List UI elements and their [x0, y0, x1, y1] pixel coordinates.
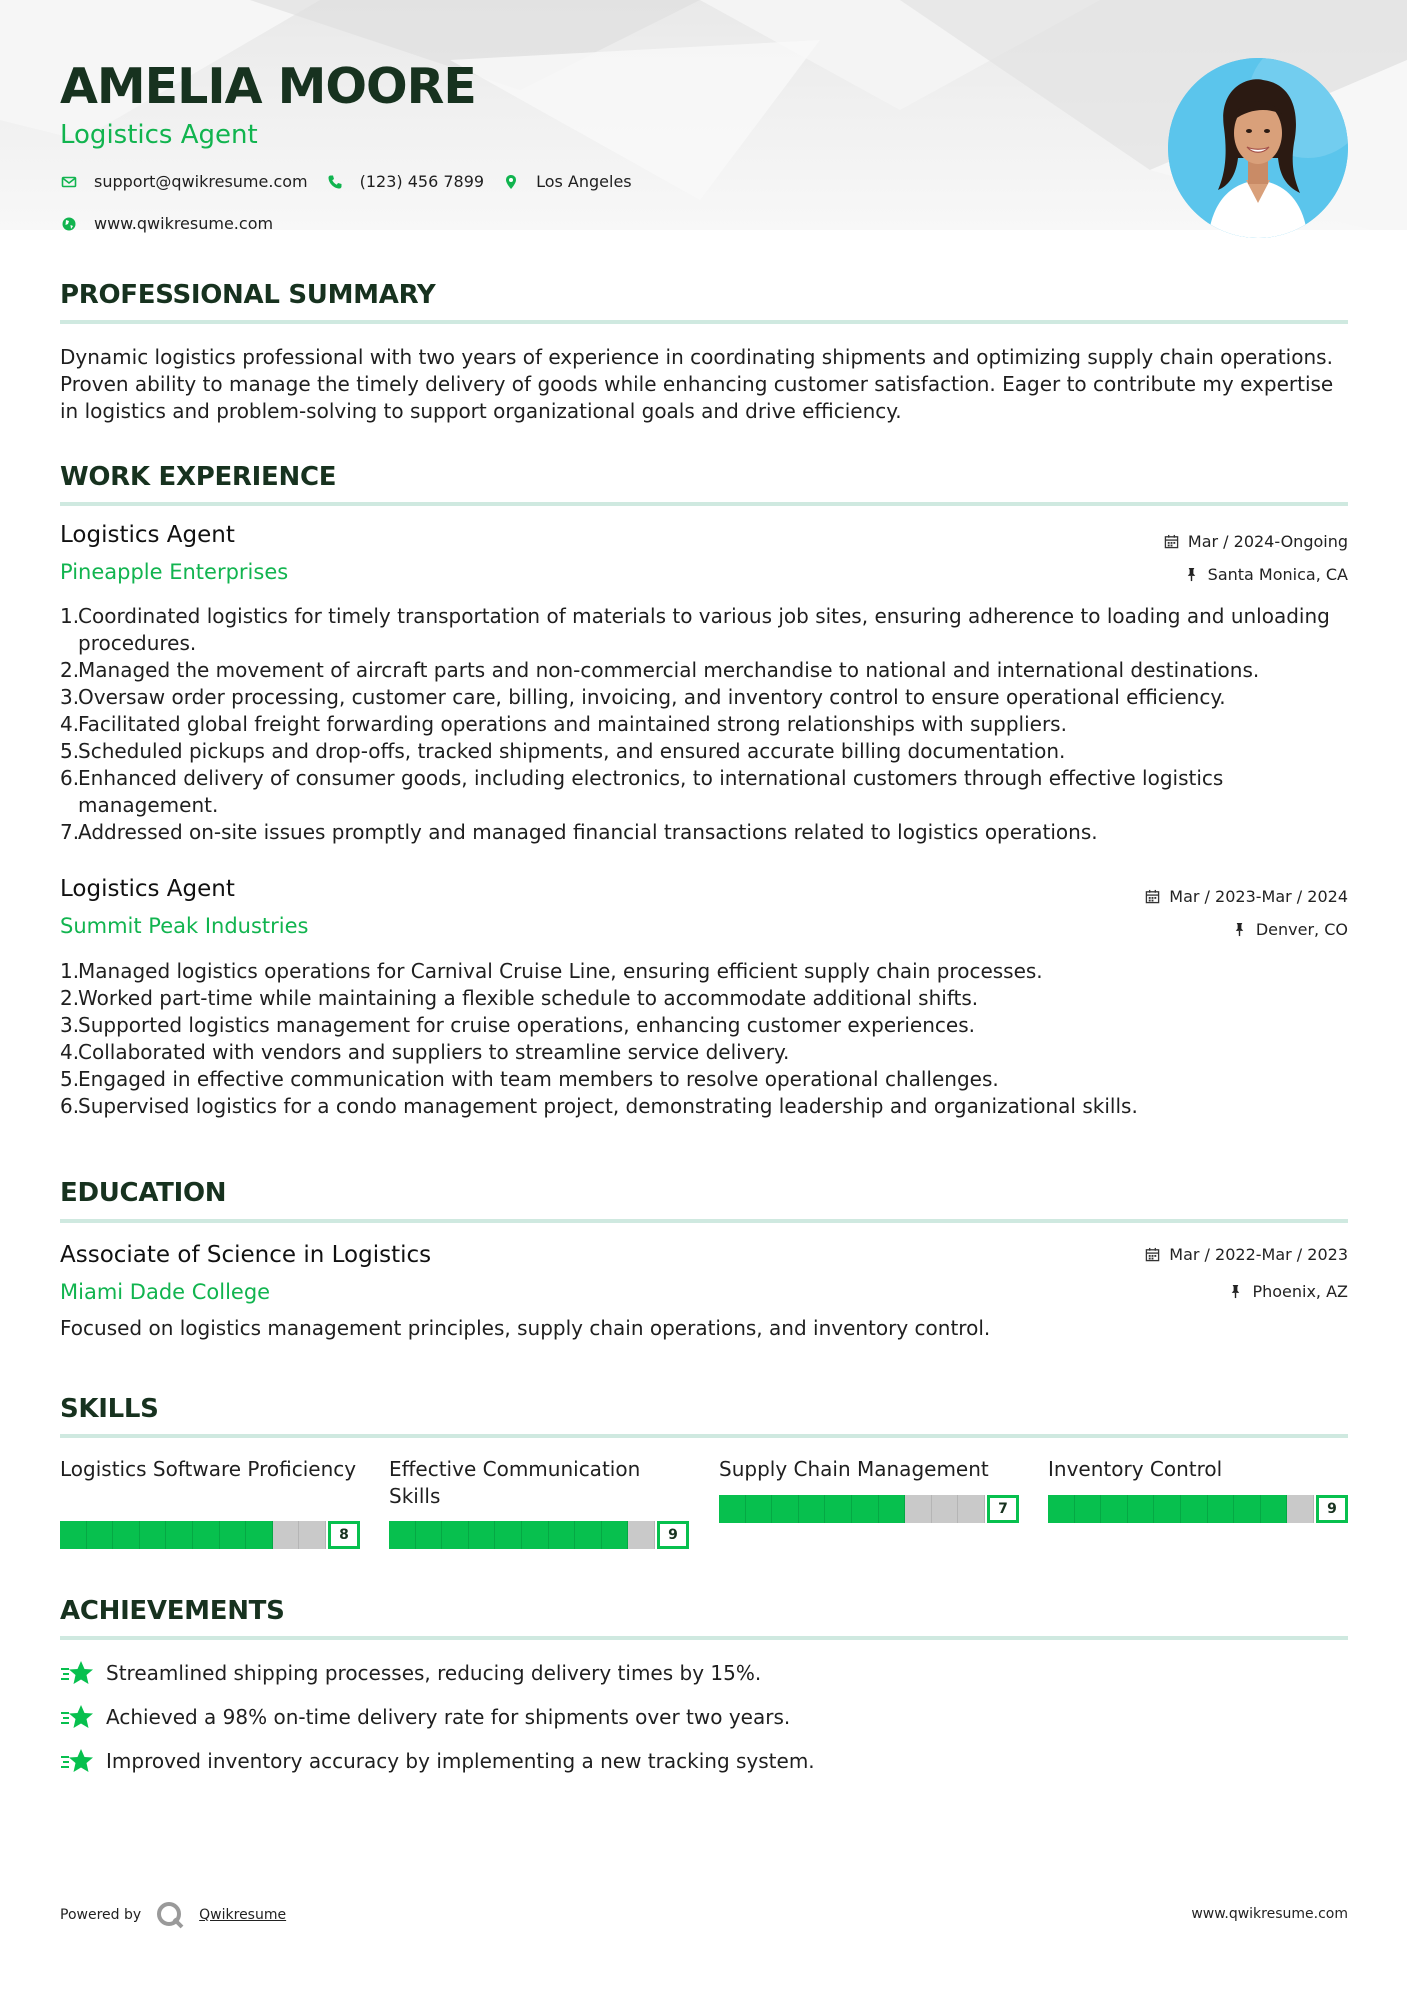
- pushpin-icon: [1184, 567, 1200, 583]
- profile-photo: [1168, 58, 1348, 238]
- skill-name: Effective Communication Skills: [389, 1457, 641, 1508]
- achievement-text: Improved inventory accuracy by implementing a new tracking system.: [106, 1749, 815, 1773]
- skill-segment-filled: [220, 1521, 247, 1549]
- skill-segment-filled: [389, 1521, 416, 1549]
- education-description: Focused on logistics management principles, supply chain operations, and inventory control.: [60, 1316, 991, 1340]
- skill-level-bar: [719, 1495, 1019, 1523]
- experience-divider: [60, 502, 1348, 506]
- skill-segment-filled: [1181, 1495, 1208, 1523]
- skill-segment-empty: [1287, 1495, 1314, 1523]
- envelope-icon: [60, 173, 78, 191]
- job-2-title: Logistics Agent: [60, 876, 235, 902]
- education-dates: [1145, 1245, 1348, 1264]
- skill-level-value: 9: [1316, 1495, 1348, 1523]
- skill-segment-filled: [549, 1521, 576, 1549]
- education-dates-text: Mar / 2022-Mar / 2023: [1169, 1245, 1348, 1264]
- skill-segment-empty: [932, 1495, 959, 1523]
- contact-row-primary: [60, 172, 650, 191]
- powered-by-text: Powered by: [60, 1907, 142, 1923]
- skill-segment-filled: [602, 1521, 629, 1549]
- skill-level-bar: [60, 1521, 360, 1549]
- contact-phone[interactable]: [326, 172, 484, 191]
- skill-segment-filled: [246, 1521, 273, 1549]
- skill-segment-filled: [87, 1521, 114, 1549]
- list-item: 6. Enhanced delivery of consumer goods, including electronics, to international customers through effective logistics management.: [60, 766, 1224, 817]
- list-item: 1. Coordinated logistics for timely transportation of materials to various job sites, ensuring adherence to loading and unloading procedures.: [60, 604, 1330, 655]
- job-2-location: [1232, 920, 1348, 939]
- job-1-location-text: Santa Monica, CA: [1207, 565, 1348, 584]
- skill-segment-filled: [1234, 1495, 1261, 1523]
- job-2-responsibilities: [60, 958, 1348, 1120]
- list-item: 6. Supervised logistics for a condo management project, demonstrating leadership and organizational skills.: [60, 1094, 1138, 1118]
- skill-segment-filled: [193, 1521, 220, 1549]
- star-icon: [60, 1659, 94, 1687]
- education-divider: [60, 1219, 1348, 1223]
- calendar-icon: [1164, 534, 1180, 550]
- skill-segment-filled: [575, 1521, 602, 1549]
- footer-website-link[interactable]: www.qwikresume.com: [1191, 1906, 1348, 1922]
- list-item: 7. Addressed on-site issues promptly and managed financial transactions related to logistics operations.: [60, 820, 1098, 844]
- skill-segment-filled: [416, 1521, 443, 1549]
- skill-segment-filled: [469, 1521, 496, 1549]
- skill-segment-filled: [746, 1495, 773, 1523]
- education-heading: EDUCATION: [60, 1178, 227, 1208]
- skill-segment-filled: [1261, 1495, 1288, 1523]
- achievements-divider: [60, 1636, 1348, 1640]
- skill-level-bar: [1048, 1495, 1348, 1523]
- skill-segment-filled: [1154, 1495, 1181, 1523]
- skill-segment-filled: [113, 1521, 140, 1549]
- job-1-responsibilities: [60, 603, 1348, 846]
- skill-segment-empty: [905, 1495, 932, 1523]
- list-item: 4. Collaborated with vendors and suppliers to streamline service delivery.: [60, 1040, 790, 1064]
- job-2-dates: [1145, 887, 1348, 906]
- summary-text: Dynamic logistics professional with two years of experience in coordinating shipments and optimizing supply chain operations. Proven ability to manage the timely delivery of goods while enhancing customer satisfaction. Eager to contribute my expertise in logistics and problem-solving to support organizational goals and drive efficiency.: [60, 345, 1334, 423]
- skill-level-bar: [389, 1521, 689, 1549]
- phone-icon: [326, 173, 344, 191]
- education-degree: Associate of Science in Logistics: [60, 1242, 432, 1268]
- list-item: 4. Facilitated global freight forwarding operations and maintained strong relationships with suppliers.: [60, 712, 1067, 736]
- contact-email[interactable]: [60, 172, 308, 191]
- list-item: 3. Supported logistics management for cruise operations, enhancing customer experiences.: [60, 1013, 975, 1037]
- education-location-text: Phoenix, AZ: [1252, 1282, 1348, 1301]
- education-location: [1228, 1282, 1348, 1301]
- contact-location: [502, 172, 632, 191]
- skill-segment-filled: [1208, 1495, 1235, 1523]
- achievement-item: [60, 1703, 790, 1731]
- list-item: 2. Managed the movement of aircraft parts and non-commercial merchandise to national and international destinations.: [60, 658, 1260, 682]
- footer-branding: [60, 1900, 286, 1930]
- contact-website[interactable]: [60, 214, 273, 233]
- skill-item: [60, 1456, 360, 1510]
- skill-segment-filled: [825, 1495, 852, 1523]
- job-2-company: Summit Peak Industries: [60, 914, 309, 938]
- star-icon: [60, 1703, 94, 1731]
- candidate-role: Logistics Agent: [60, 120, 258, 150]
- job-1-title: Logistics Agent: [60, 522, 235, 548]
- summary-divider: [60, 320, 1348, 324]
- skill-level-value: 8: [328, 1521, 360, 1549]
- achievement-text: Achieved a 98% on-time delivery rate for shipments over two years.: [106, 1705, 791, 1729]
- skill-segment-filled: [442, 1521, 469, 1549]
- education-school: Miami Dade College: [60, 1280, 271, 1304]
- skill-segment-filled: [852, 1495, 879, 1523]
- skill-segment-filled: [1128, 1495, 1155, 1523]
- list-item: 5. Engaged in effective communication with team members to resolve operational challenges.: [60, 1067, 999, 1091]
- job-1-dates: [1164, 532, 1348, 551]
- skill-segment-filled: [1048, 1495, 1075, 1523]
- pushpin-icon: [1228, 1284, 1244, 1300]
- skill-segment-filled: [719, 1495, 746, 1523]
- skill-segment-filled: [60, 1521, 87, 1549]
- skill-segment-empty: [628, 1521, 655, 1549]
- skill-segment-filled: [166, 1521, 193, 1549]
- pushpin-icon: [1232, 922, 1248, 938]
- list-item: 2. Worked part-time while maintaining a flexible schedule to accommodate additional shifts.: [60, 986, 979, 1010]
- job-1-dates-text: Mar / 2024-Ongoing: [1187, 532, 1348, 551]
- qwikresume-logo-icon: [155, 1900, 185, 1930]
- achievement-text: Streamlined shipping processes, reducing delivery times by 15%.: [106, 1661, 762, 1685]
- calendar-icon: [1145, 889, 1161, 905]
- skill-segment-filled: [522, 1521, 549, 1549]
- skill-segment-filled: [772, 1495, 799, 1523]
- achievement-item: [60, 1747, 815, 1775]
- skill-segment-filled: [1075, 1495, 1102, 1523]
- skill-segment-empty: [299, 1521, 326, 1549]
- achievements-heading: ACHIEVEMENTS: [60, 1596, 285, 1626]
- skill-level-value: 7: [987, 1495, 1019, 1523]
- skill-level-value: 9: [657, 1521, 689, 1549]
- skills-heading: SKILLS: [60, 1394, 159, 1424]
- skill-segment-empty: [273, 1521, 300, 1549]
- candidate-name: AMELIA MOORE: [60, 58, 476, 115]
- list-item: 1. Managed logistics operations for Carnival Cruise Line, ensuring efficient supply chain processes.: [60, 959, 1043, 983]
- skill-name: Inventory Control: [1048, 1457, 1223, 1481]
- skill-segment-filled: [495, 1521, 522, 1549]
- star-icon: [60, 1747, 94, 1775]
- skill-name: Supply Chain Management: [719, 1457, 989, 1481]
- globe-icon: [60, 215, 78, 233]
- map-pin-icon: [502, 173, 520, 191]
- skill-segment-empty: [958, 1495, 985, 1523]
- experience-heading: WORK EXPERIENCE: [60, 462, 337, 492]
- contact-row-secondary: [60, 214, 291, 233]
- job-2-dates-text: Mar / 2023-Mar / 2024: [1169, 887, 1348, 906]
- website-text: www.qwikresume.com: [94, 214, 274, 233]
- email-text: support@qwikresume.com: [94, 172, 308, 191]
- location-text: Los Angeles: [536, 172, 632, 191]
- summary-heading: PROFESSIONAL SUMMARY: [60, 280, 436, 310]
- skill-item: [389, 1456, 689, 1510]
- skill-name: Logistics Software Proficiency: [60, 1457, 357, 1481]
- job-2-location-text: Denver, CO: [1255, 920, 1348, 939]
- list-item: 3. Oversaw order processing, customer care, billing, invoicing, and inventory control to ensure operational efficiency.: [60, 685, 1226, 709]
- calendar-icon: [1145, 1247, 1161, 1263]
- skill-segment-filled: [140, 1521, 167, 1549]
- job-1-location: [1184, 565, 1348, 584]
- brand-link[interactable]: Qwikresume: [199, 1907, 287, 1923]
- phone-text: (123) 456 7899: [359, 172, 485, 191]
- skill-segment-filled: [1101, 1495, 1128, 1523]
- skill-segment-filled: [879, 1495, 906, 1523]
- skills-divider: [60, 1434, 1348, 1438]
- list-item: 5. Scheduled pickups and drop-offs, tracked shipments, and ensured accurate billing documentation.: [60, 739, 1066, 763]
- achievement-item: [60, 1659, 761, 1687]
- job-1-company: Pineapple Enterprises: [60, 560, 289, 584]
- skill-segment-filled: [799, 1495, 826, 1523]
